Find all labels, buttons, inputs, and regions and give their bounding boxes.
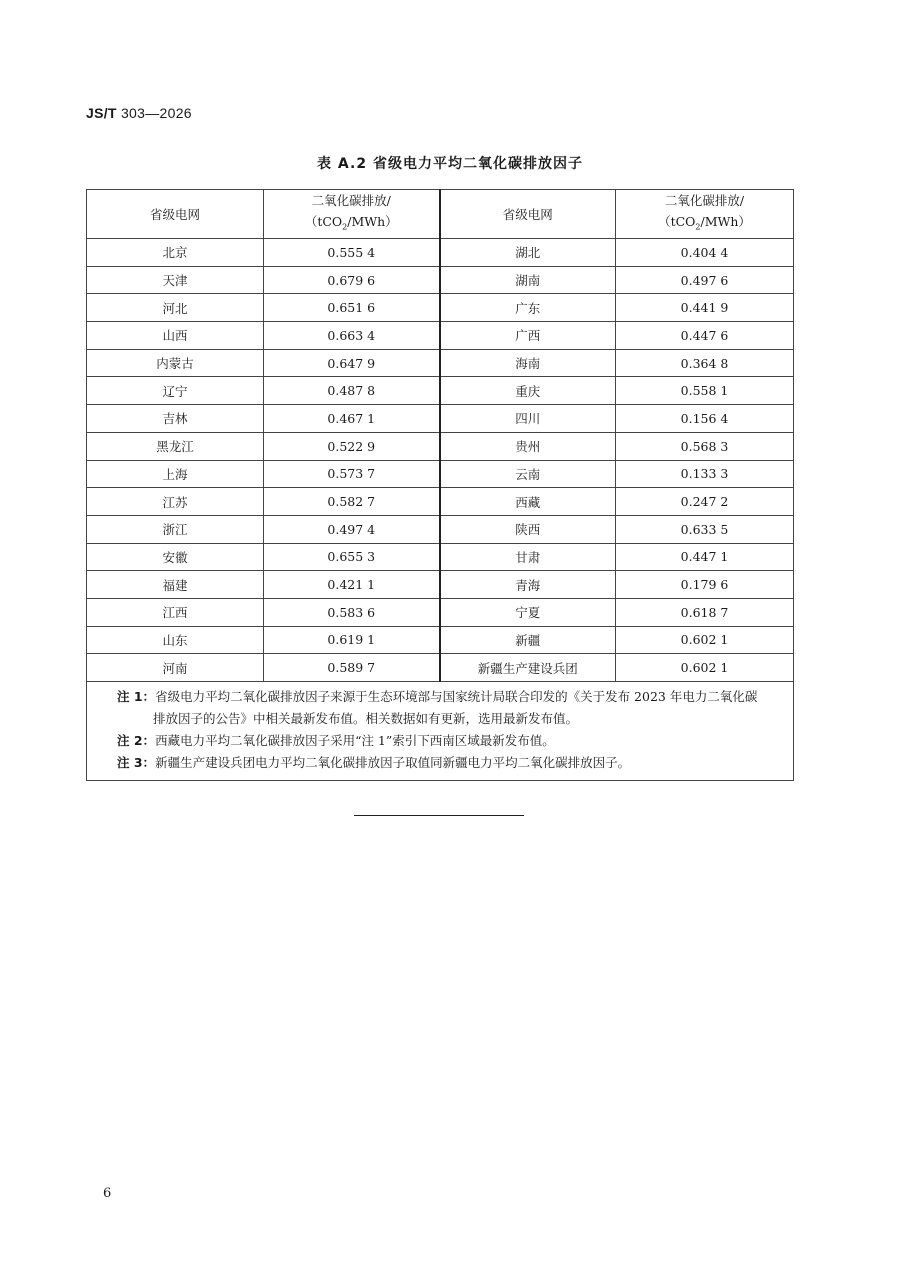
right-value-cell: 0.441 9 [616, 294, 794, 322]
table-notes [87, 682, 794, 781]
header-factor-left [264, 190, 440, 239]
header-factor-unit: （tCO$_2$/MWh） [658, 214, 751, 232]
table-row [87, 626, 794, 654]
left-region-cell: 福建 [87, 571, 264, 599]
right-region-cell: 广东 [440, 294, 616, 322]
page-number: 6 [103, 1186, 112, 1201]
left-value-cell: 0.467 1 [264, 405, 440, 433]
table-title: 表 A.2 省级电力平均二氧化碳排放因子 [317, 156, 583, 172]
right-region-cell: 甘肃 [440, 543, 616, 571]
note-item [117, 686, 785, 730]
header-region-left: 省级电网 [87, 190, 264, 239]
right-value-cell: 0.247 2 [616, 488, 794, 516]
left-region-cell: 内蒙古 [87, 349, 264, 377]
right-region-cell: 宁夏 [440, 598, 616, 626]
right-value-cell: 0.447 1 [616, 543, 794, 571]
left-value-cell: 0.522 9 [264, 432, 440, 460]
left-region-cell: 吉林 [87, 405, 264, 433]
right-value-cell: 0.133 3 [616, 460, 794, 488]
table-row [87, 571, 794, 599]
right-region-cell: 西藏 [440, 488, 616, 516]
left-value-cell: 0.663 4 [264, 322, 440, 350]
table-row [87, 405, 794, 433]
left-region-cell: 上海 [87, 460, 264, 488]
note-label: 注 2： [117, 733, 156, 748]
note-continuation: 排放因子的公告》中相关最新发布值。相关数据如有更新，选用最新发布值。 [153, 711, 579, 726]
table-row [87, 322, 794, 350]
right-region-cell: 新疆 [440, 626, 616, 654]
emission-factor-table-container [86, 189, 793, 781]
right-value-cell: 0.602 1 [616, 654, 794, 682]
right-value-cell: 0.558 1 [616, 377, 794, 405]
table-row [87, 294, 794, 322]
right-region-cell: 重庆 [440, 377, 616, 405]
right-value-cell: 0.602 1 [616, 626, 794, 654]
table-row [87, 488, 794, 516]
left-value-cell: 0.582 7 [264, 488, 440, 516]
note-item [117, 730, 785, 752]
left-region-cell: 河北 [87, 294, 264, 322]
right-region-cell: 贵州 [440, 432, 616, 460]
right-region-cell: 青海 [440, 571, 616, 599]
table-header-row [87, 190, 794, 239]
right-value-cell: 0.633 5 [616, 515, 794, 543]
left-region-cell: 江苏 [87, 488, 264, 516]
left-value-cell: 0.589 7 [264, 654, 440, 682]
left-region-cell: 浙江 [87, 515, 264, 543]
left-value-cell: 0.679 6 [264, 266, 440, 294]
right-value-cell: 0.364 8 [616, 349, 794, 377]
right-value-cell: 0.447 6 [616, 322, 794, 350]
note-label: 注 3： [117, 755, 156, 770]
table-row [87, 515, 794, 543]
right-region-cell: 云南 [440, 460, 616, 488]
note-text: 省级电力平均二氧化碳排放因子来源于生态环境部与国家统计局联合印发的《关于发布 2023 年电力二氧化碳 [155, 689, 758, 704]
note-text: 西藏电力平均二氧化碳排放因子采用“注 1”索引下西南区域最新发布值。 [155, 733, 555, 748]
header-factor-unit: （tCO$_2$/MWh） [304, 214, 398, 232]
header-factor-line1: 二氧化碳排放/ [664, 193, 745, 209]
table-row [87, 377, 794, 405]
left-value-cell: 0.655 3 [264, 543, 440, 571]
left-value-cell: 0.555 4 [264, 239, 440, 267]
standard-number [86, 105, 192, 121]
table-row [87, 266, 794, 294]
note-label: 注 1： [117, 689, 156, 704]
header-factor-right [616, 190, 794, 239]
left-region-cell: 天津 [87, 266, 264, 294]
note-item [117, 752, 785, 774]
left-region-cell: 北京 [87, 239, 264, 267]
left-region-cell: 黑龙江 [87, 432, 264, 460]
table-body [87, 239, 794, 682]
right-value-cell: 0.156 4 [616, 405, 794, 433]
table-row [87, 239, 794, 267]
right-region-cell: 湖北 [440, 239, 616, 267]
right-region-cell: 新疆生产建设兵团 [440, 654, 616, 682]
left-region-cell: 山东 [87, 626, 264, 654]
right-value-cell: 0.618 7 [616, 598, 794, 626]
left-value-cell: 0.647 9 [264, 349, 440, 377]
right-region-cell: 湖南 [440, 266, 616, 294]
right-region-cell: 四川 [440, 405, 616, 433]
left-value-cell: 0.583 6 [264, 598, 440, 626]
left-region-cell: 河南 [87, 654, 264, 682]
standard-prefix: JS/T [86, 105, 117, 121]
emission-factor-table [86, 189, 794, 781]
end-rule [354, 815, 524, 816]
right-region-cell: 陕西 [440, 515, 616, 543]
table-row [87, 598, 794, 626]
right-value-cell: 0.497 6 [616, 266, 794, 294]
table-row [87, 460, 794, 488]
left-region-cell: 安徽 [87, 543, 264, 571]
table-notes-row [87, 682, 794, 781]
left-region-cell: 辽宁 [87, 377, 264, 405]
left-region-cell: 山西 [87, 322, 264, 350]
left-value-cell: 0.497 4 [264, 515, 440, 543]
header-factor-line1: 二氧化碳排放/ [311, 193, 391, 209]
right-value-cell: 0.568 3 [616, 432, 794, 460]
table-row [87, 543, 794, 571]
header-region-right: 省级电网 [440, 190, 616, 239]
right-region-cell: 海南 [440, 349, 616, 377]
note-text: 新疆生产建设兵团电力平均二氧化碳排放因子取值同新疆电力平均二氧化碳排放因子。 [155, 755, 631, 770]
table-row [87, 349, 794, 377]
left-value-cell: 0.651 6 [264, 294, 440, 322]
table-row [87, 654, 794, 682]
right-value-cell: 0.404 4 [616, 239, 794, 267]
table-row [87, 432, 794, 460]
right-region-cell: 广西 [440, 322, 616, 350]
right-value-cell: 0.179 6 [616, 571, 794, 599]
left-value-cell: 0.421 1 [264, 571, 440, 599]
left-value-cell: 0.573 7 [264, 460, 440, 488]
left-value-cell: 0.487 8 [264, 377, 440, 405]
left-region-cell: 江西 [87, 598, 264, 626]
standard-code: 303—2026 [120, 105, 192, 121]
left-value-cell: 0.619 1 [264, 626, 440, 654]
